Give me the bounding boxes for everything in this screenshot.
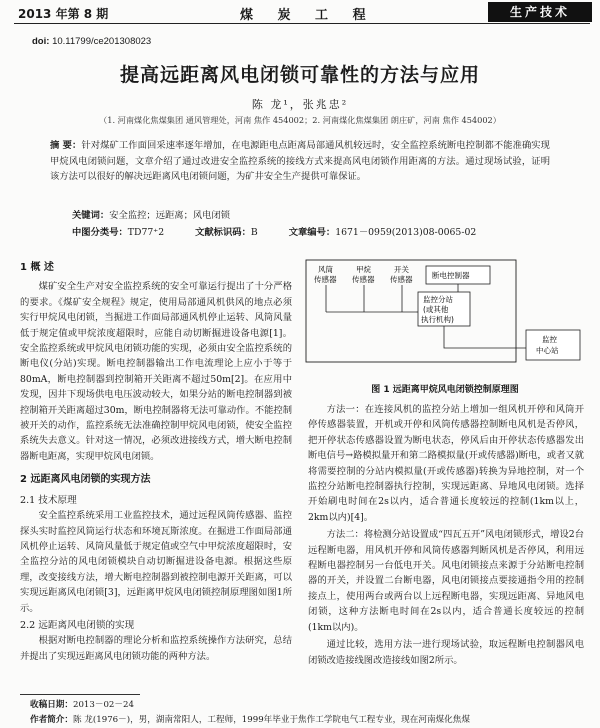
body-paragraph: 煤矿安全生产对安全监控系统的安全可靠运行提出了十分严格的要求。《煤矿安全规程》规定，使用局部通风机供风的地点必须实行甲烷风电闭锁，当掘进工作面局部通风机停止运转、风筒风量低于规定值或甲烷浓度超限时，应能自动切断掘进设备电源[1]。安全监控系统或甲烷风电闭锁功能的实现，必须由安全监控系统的断电仪(分站)实现。断电控制器输出工作电流理论上应小于等于80mA，断电控制器到控制箱开关距离不超过50m[2]。在应用中发现，因井下现场供电电压波动较大，如果分站的断电控制器到被控制箱开关距离超过30m，断电控制器将无法可靠动作。不能控制被开关的动作，监控系统无法准确控制甲烷风电闭锁，使安全监控系统失去意义。针对这一情况，必须改进接线方式，增大断电控制器断电距离，实现甲烷风电闭锁。 (20, 281, 292, 462)
section-heading: 1 概 述 (20, 262, 54, 273)
issue-label: 2013 年第 8 期 (18, 7, 109, 21)
switch-sensor-label-2: 传感器 (390, 275, 413, 284)
keywords-text: 安全监控；远距离；风电闭锁 (109, 210, 231, 221)
affiliation-line: （1. 河南煤化焦煤集团 通风管理处，河南 焦作 454002；2. 河南煤化焦煤集团 朗庄矿，河南 焦作 454002） (99, 115, 501, 125)
doi-label: doi: (32, 36, 50, 47)
footnote (30, 698, 596, 728)
keywords-label: 关键词： (72, 210, 110, 221)
doi-line (32, 36, 151, 47)
section-heading: 2 远距离风电闭锁的实现方法 (20, 474, 151, 486)
running-header (0, 0, 600, 26)
body-paragraph: 通过比较，选用方法一进行现场试验，取远程断电控制器风电闭锁改造接线图改造接线如图2所示。 (308, 639, 584, 666)
methane-sensor-label-2: 传感器 (352, 275, 375, 284)
switch-sensor-label-1: 开关 (394, 265, 409, 274)
section-badge: 生产技术 (488, 2, 592, 22)
substation-label-3: 执行机构) (421, 315, 454, 324)
right-column (308, 402, 584, 668)
subsection-heading: 2.1 技术原理 (20, 494, 77, 506)
center-label-1: 监控 (542, 335, 557, 344)
body-paragraph: 方法二：将检测分站设置成“四瓦五开”风电闭锁形式，增设2台远程断电器，用风机开停和风筒传感器判断风机是否停风，利用远程断电器控制另一台低电开关。风电闭锁接点来源于分站断电控制器的开关，并设置二台断电器，风电闭锁接点要接通指令用的控制接点上，使用两台或两台以上远程断电器，实现远距离、异地风电闭锁，这种方法断电时间在2s以内，适合普通长度较远的控制(1km以内)。 (308, 529, 584, 633)
center-link (444, 326, 526, 348)
journal-name: 煤 炭 工 程 (240, 8, 376, 23)
received-date-line: 收稿日期：2013－02－24 (30, 700, 134, 710)
body-paragraph: 根据对断电控制器的理论分析和监控系统操作方法研究，总结并提出了实现远距离风电闭锁功能的两种方法。 (20, 635, 292, 662)
fan-sensor-label-2: 传感器 (314, 275, 337, 284)
center-label-2: 中心站 (536, 346, 559, 355)
author-bio-line: 作者简介：陈 龙(1976－)，男，湖南常阳人，工程师，1999年毕业于焦作工学院电气工程专业，现在河南煤化焦煤 (30, 715, 470, 725)
control-diagram (304, 258, 586, 378)
header-rule (14, 23, 590, 24)
classification-row (72, 224, 572, 238)
substation-label-2: (或其他 (423, 305, 449, 314)
left-column (20, 260, 292, 664)
body-paragraph: 方法一：在连接风机的监控分站上增加一组风机开停和风筒开停传感器装置，开机或开停和风筒传感器控制断电风机是否停风，把开停状态传感器设置为断电状态，停风后由开停状态传感器发出断电信号→路模拟量开和第二路模拟量(开或传感器)断电，或者又就将需要控制的分站内模拟量(开或传感器)转换为异地控制，对一个监控分站断电控制器执行控制，实现远距离、异地风电闭锁。选择开始刷电时间在2s以内，适合普通长度较远的控制(1km以上，2km以内)[4]。 (308, 404, 584, 523)
doi-value: 10.11799/ce201308023 (52, 36, 152, 47)
keywords (72, 207, 230, 221)
subsection-heading: 2.2 远距离风电闭锁的实现 (20, 619, 135, 631)
footnote-rule (20, 694, 140, 695)
document-code: 文献标识码：B (195, 227, 258, 238)
fan-sensor-label-1: 风筒 (318, 265, 333, 274)
paper-title: 提高远距离风电闭锁可靠性的方法与应用 (119, 64, 480, 86)
abstract-text: 针对煤矿工作面回采速率逐年增加，在电源距电点距离局部通风机较远时，安全监控系统断电控制都不能准确实现甲烷风电闭锁问题，文章介绍了通过改进安全监控系统的接线方式来提高风电闭锁作用距离的方法。通过现场试验，证明该方法可以很好的解决远距离风电闭锁问题，为矿井安全生产提供可靠保证。 (50, 140, 550, 182)
breaker-label: 断电控制器 (432, 271, 470, 280)
article-number: 文章编号：1671－0959(2013)08-0065-02 (288, 227, 477, 238)
figure-caption: 图 1 远距离甲烷风电闭锁控制原理图 (371, 385, 519, 395)
body-paragraph: 安全监控系统采用工业监控技术，通过远程风筒传感器、监控探头实时监控风筒运行状态和环境瓦斯浓度。在掘进工作面局部通风机停止运转、风筒风量低于规定值或空气中甲烷浓度超限时，安全监控分站的风电闭锁模块自动切断掘进设备电源。根据这些原理，改变接线方法，增大断电控制器到被控制电源开关距离，可以实现远距离风电闭锁[3]，远距离甲烷风电闭锁控制原理图如图1所示。 (20, 510, 292, 614)
clc-number: 中图分类号：TD77⁺2 (72, 227, 165, 238)
abstract (50, 138, 550, 185)
abstract-label: 摘 要： (50, 140, 82, 151)
substation-label-1: 监控分站 (423, 295, 453, 304)
author-line: 陈 龙¹，张兆忠² (251, 98, 349, 111)
methane-sensor-label-1: 甲烷 (356, 265, 371, 274)
